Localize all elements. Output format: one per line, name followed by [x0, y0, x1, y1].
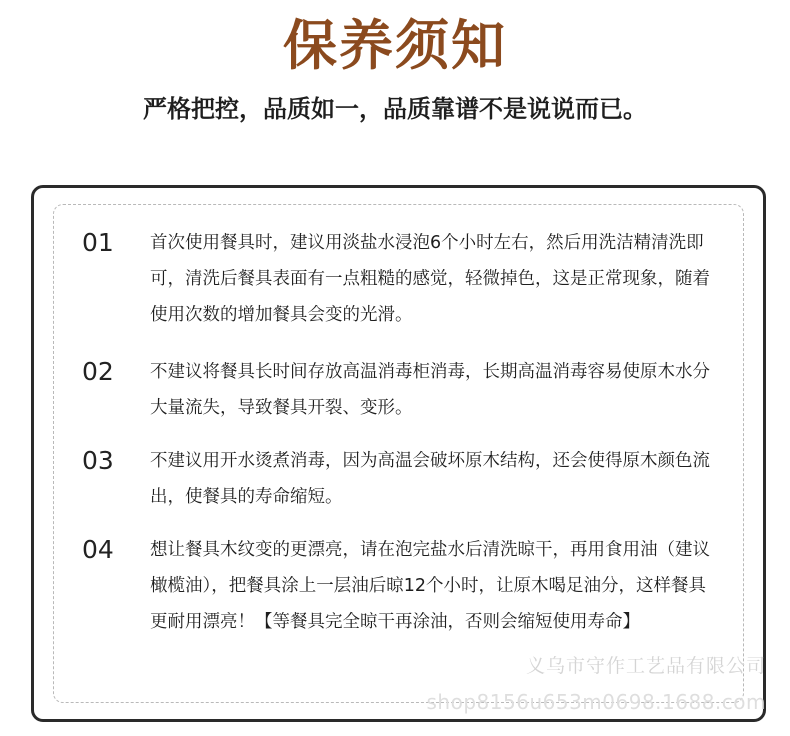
shop-url-watermark: shop8156u653m0698.1688.com [426, 690, 766, 714]
instruction-text: 首次使用餐具时，建议用淡盐水浸泡6个小时左右，然后用洗洁精清洗即可，清洗后餐具表面有一点粗糙的感觉，轻微掉色，这是正常现象，随着使用次数的增加餐具会变的光滑。 [150, 233, 710, 325]
care-instructions-card [31, 185, 766, 722]
instruction-text: 不建议用开水烫煮消毒，因为高温会破坏原木结构，还会使得原木颜色流出，使餐具的寿命缩短。 [150, 451, 710, 507]
instruction-text: 不建议将餐具长时间存放高温消毒柜消毒，长期高温消毒容易使原木水分大量流失，导致餐具开裂、变形。 [150, 362, 710, 418]
page-subtitle: 严格把控，品质如一，品质靠谱不是说说而已。 [143, 94, 647, 123]
care-instructions-dashed-frame [53, 204, 744, 703]
instruction-text: 想让餐具木纹变的更漂亮，请在泡完盐水后清洗晾干，再用食用油（建议橄榄油），把餐具涂上一层油后晾12个小时，让原木喝足油分，这样餐具更耐用漂亮！【等餐具完全晾干再涂油，否则会缩短使用寿命】 [150, 540, 710, 632]
instruction-number: 03 [82, 446, 114, 475]
instruction-number: 01 [82, 228, 114, 257]
instruction-number: 04 [82, 535, 114, 564]
company-watermark: 义乌市守作工艺品有限公司 [525, 655, 766, 677]
page-title: 保养须知 [283, 13, 507, 77]
instruction-number: 02 [82, 357, 114, 386]
